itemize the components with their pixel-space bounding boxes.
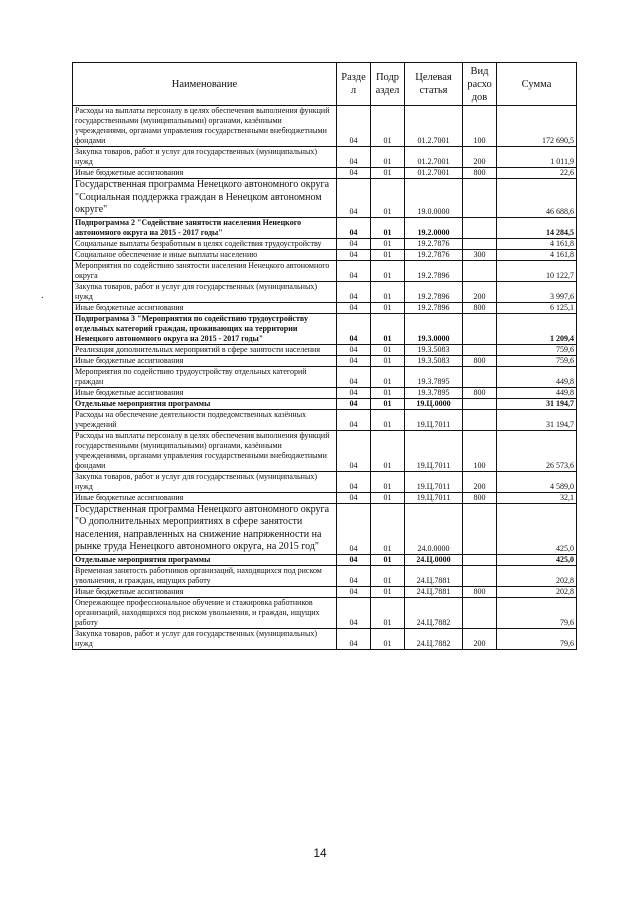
cell-kind xyxy=(463,366,497,387)
cell-target: 19.Ц.7011 xyxy=(405,430,463,471)
cell-sum: 449,8 xyxy=(497,366,577,387)
cell-subsection: 01 xyxy=(371,409,405,430)
table-row xyxy=(73,565,577,586)
cell-kind xyxy=(463,260,497,281)
cell-name: Закупка товаров, работ и услуг для государственных (муниципальных) нужд xyxy=(73,281,337,302)
cell-section: 04 xyxy=(337,344,371,355)
table-row xyxy=(73,366,577,387)
cell-sum: 202,8 xyxy=(497,565,577,586)
table-row xyxy=(73,628,577,649)
cell-kind: 800 xyxy=(463,302,497,313)
cell-kind: 200 xyxy=(463,471,497,492)
cell-section: 04 xyxy=(337,387,371,398)
cell-subsection: 01 xyxy=(371,398,405,409)
cell-target: 19.Ц.0000 xyxy=(405,398,463,409)
header-section: Разде л xyxy=(337,63,371,106)
cell-sum: 31 194,7 xyxy=(497,398,577,409)
cell-subsection: 01 xyxy=(371,179,405,218)
cell-name: Иные бюджетные ассигнования xyxy=(73,586,337,597)
cell-subsection: 01 xyxy=(371,313,405,344)
cell-section: 04 xyxy=(337,355,371,366)
cell-subsection: 01 xyxy=(371,281,405,302)
cell-name: Подпрограмма 3 "Мероприятия по содействию трудоустройству отдельных категорий граждан, проживающих на территории Ненецкого автономного округа на 2015 - 2017 годы" xyxy=(73,313,337,344)
cell-sum: 759,6 xyxy=(497,344,577,355)
cell-kind xyxy=(463,409,497,430)
cell-name: Закупка товаров, работ и услуг для государственных (муниципальных) нужд xyxy=(73,471,337,492)
cell-section: 04 xyxy=(337,147,371,168)
cell-section: 04 xyxy=(337,503,371,554)
cell-sum: 449,8 xyxy=(497,387,577,398)
cell-name: Закупка товаров, работ и услуг для государственных (муниципальных) нужд xyxy=(73,147,337,168)
cell-target: 19.3.5083 xyxy=(405,344,463,355)
cell-section: 04 xyxy=(337,366,371,387)
cell-section: 04 xyxy=(337,586,371,597)
cell-sum: 1 011,9 xyxy=(497,147,577,168)
table-row xyxy=(73,355,577,366)
cell-name: Государственная программа Ненецкого автономного округа "Социальная поддержка граждан в Ненецком автономном округе" xyxy=(73,179,337,218)
cell-sum: 425,0 xyxy=(497,503,577,554)
cell-target: 24.Ц.7882 xyxy=(405,597,463,628)
cell-target: 19.0.0000 xyxy=(405,179,463,218)
table-row xyxy=(73,387,577,398)
cell-kind xyxy=(463,238,497,249)
cell-target: 19.2.7896 xyxy=(405,302,463,313)
cell-section: 04 xyxy=(337,106,371,147)
cell-kind xyxy=(463,398,497,409)
cell-subsection: 01 xyxy=(371,106,405,147)
cell-section: 04 xyxy=(337,313,371,344)
cell-name: Расходы на выплаты персоналу в целях обеспечения выполнения функций государственными (муниципальными) органами, казёнными учреждениями, органами управления государственными внебюджетными фондами xyxy=(73,430,337,471)
cell-kind: 100 xyxy=(463,430,497,471)
cell-subsection: 01 xyxy=(371,628,405,649)
cell-name: Подпрограмма 2 "Содействие занятости населения Ненецкого автономного округа на 2015 - 2017 годы" xyxy=(73,217,337,238)
cell-kind: 800 xyxy=(463,355,497,366)
cell-section: 04 xyxy=(337,281,371,302)
cell-section: 04 xyxy=(337,565,371,586)
cell-target: 19.2.7896 xyxy=(405,260,463,281)
cell-kind: 200 xyxy=(463,628,497,649)
cell-sum: 3 997,6 xyxy=(497,281,577,302)
cell-kind xyxy=(463,313,497,344)
cell-sum: 14 284,5 xyxy=(497,217,577,238)
cell-kind xyxy=(463,217,497,238)
cell-sum: 10 122,7 xyxy=(497,260,577,281)
cell-section: 04 xyxy=(337,260,371,281)
cell-target: 01.2.7001 xyxy=(405,147,463,168)
table-row xyxy=(73,586,577,597)
cell-name: Социальное обеспечение и иные выплаты населению xyxy=(73,249,337,260)
cell-sum: 425,0 xyxy=(497,554,577,565)
cell-subsection: 01 xyxy=(371,492,405,503)
table-row xyxy=(73,147,577,168)
cell-name: Опережающее профессиональное обучение и стажировка работников организаций, находящихся под риском увольнения, и граждан, ищущих работу xyxy=(73,597,337,628)
cell-subsection: 01 xyxy=(371,249,405,260)
cell-name: Иные бюджетные ассигнования xyxy=(73,492,337,503)
cell-section: 04 xyxy=(337,168,371,179)
cell-target: 24.Ц.7881 xyxy=(405,565,463,586)
cell-section: 04 xyxy=(337,597,371,628)
cell-kind: 800 xyxy=(463,492,497,503)
cell-target: 24.Ц.7882 xyxy=(405,628,463,649)
cell-name: Реализация дополнительных мероприятий в сфере занятости населения xyxy=(73,344,337,355)
cell-target: 19.2.7876 xyxy=(405,249,463,260)
table-row xyxy=(73,168,577,179)
margin-mark: . xyxy=(41,290,44,301)
cell-target: 24.Ц.0000 xyxy=(405,554,463,565)
cell-name: Иные бюджетные ассигнования xyxy=(73,387,337,398)
cell-target: 19.Ц.7011 xyxy=(405,471,463,492)
cell-kind xyxy=(463,344,497,355)
cell-section: 04 xyxy=(337,302,371,313)
budget-table xyxy=(72,62,577,650)
table-row xyxy=(73,217,577,238)
cell-subsection: 01 xyxy=(371,302,405,313)
cell-sum: 759,6 xyxy=(497,355,577,366)
cell-sum: 46 688,6 xyxy=(497,179,577,218)
cell-subsection: 01 xyxy=(371,430,405,471)
cell-sum: 202,8 xyxy=(497,586,577,597)
cell-name: Мероприятия по содействию трудоустройству отдельных категорий граждан xyxy=(73,366,337,387)
cell-kind xyxy=(463,503,497,554)
cell-target: 19.3.5083 xyxy=(405,355,463,366)
cell-target: 19.3.7895 xyxy=(405,387,463,398)
cell-sum: 172 690,5 xyxy=(497,106,577,147)
cell-subsection: 01 xyxy=(371,586,405,597)
table-row xyxy=(73,554,577,565)
cell-target: 19.2.7876 xyxy=(405,238,463,249)
cell-kind xyxy=(463,597,497,628)
cell-subsection: 01 xyxy=(371,597,405,628)
cell-subsection: 01 xyxy=(371,471,405,492)
cell-name: Временная занятость работников организаций, находящихся под риском увольнения, и граждан, ищущих работу xyxy=(73,565,337,586)
cell-section: 04 xyxy=(337,471,371,492)
cell-kind: 200 xyxy=(463,147,497,168)
cell-section: 04 xyxy=(337,398,371,409)
cell-section: 04 xyxy=(337,409,371,430)
table-row xyxy=(73,409,577,430)
cell-section: 04 xyxy=(337,179,371,218)
cell-name: Государственная программа Ненецкого автономного округа "О дополнительных мероприятиях в сфере занятости населения, направленных на снижение напряженности на рынке труда Ненецкого автономного округа, на 2015 год" xyxy=(73,503,337,554)
cell-target: 19.Ц.7011 xyxy=(405,409,463,430)
cell-subsection: 01 xyxy=(371,217,405,238)
cell-sum: 4 161,8 xyxy=(497,238,577,249)
table-row xyxy=(73,471,577,492)
cell-sum: 26 573,6 xyxy=(497,430,577,471)
cell-name: Иные бюджетные ассигнования xyxy=(73,355,337,366)
cell-target: 24.0.0000 xyxy=(405,503,463,554)
table-header-row xyxy=(73,63,577,106)
cell-subsection: 01 xyxy=(371,344,405,355)
header-subsection: Подр аздел xyxy=(371,63,405,106)
cell-subsection: 01 xyxy=(371,565,405,586)
cell-section: 04 xyxy=(337,238,371,249)
table-row xyxy=(73,313,577,344)
table-row xyxy=(73,398,577,409)
table-row xyxy=(73,492,577,503)
table-row xyxy=(73,106,577,147)
cell-target: 01.2.7001 xyxy=(405,168,463,179)
cell-kind: 800 xyxy=(463,387,497,398)
cell-kind xyxy=(463,179,497,218)
header-target: Целевая статья xyxy=(405,63,463,106)
cell-sum: 4 161,8 xyxy=(497,249,577,260)
cell-section: 04 xyxy=(337,249,371,260)
cell-sum: 32,1 xyxy=(497,492,577,503)
cell-kind: 800 xyxy=(463,168,497,179)
cell-subsection: 01 xyxy=(371,366,405,387)
table-row xyxy=(73,238,577,249)
table-row xyxy=(73,302,577,313)
header-sum: Сумма xyxy=(497,63,577,106)
cell-target: 19.3.0000 xyxy=(405,313,463,344)
cell-subsection: 01 xyxy=(371,147,405,168)
cell-sum: 79,6 xyxy=(497,597,577,628)
cell-name: Расходы на обеспечение деятельности подведомственных казённых учреждений xyxy=(73,409,337,430)
cell-sum: 6 125,1 xyxy=(497,302,577,313)
table-row xyxy=(73,597,577,628)
cell-name: Отдельные мероприятия программы xyxy=(73,398,337,409)
cell-name: Социальные выплаты безработным в целях содействия трудоустройству xyxy=(73,238,337,249)
cell-sum: 4 589,0 xyxy=(497,471,577,492)
cell-subsection: 01 xyxy=(371,503,405,554)
cell-name: Отдельные мероприятия программы xyxy=(73,554,337,565)
table-row xyxy=(73,344,577,355)
cell-name: Мероприятия по содействию занятости населения Ненецкого автономного округа xyxy=(73,260,337,281)
table-row xyxy=(73,503,577,554)
cell-section: 04 xyxy=(337,217,371,238)
cell-section: 04 xyxy=(337,628,371,649)
cell-sum: 79,6 xyxy=(497,628,577,649)
cell-target: 19.2.7896 xyxy=(405,281,463,302)
cell-sum: 22,6 xyxy=(497,168,577,179)
cell-target: 19.3.7895 xyxy=(405,366,463,387)
table-row xyxy=(73,179,577,218)
page-number: 14 xyxy=(313,846,327,860)
cell-subsection: 01 xyxy=(371,238,405,249)
table-row xyxy=(73,430,577,471)
cell-kind: 100 xyxy=(463,106,497,147)
table-row xyxy=(73,281,577,302)
cell-target: 19.2.0000 xyxy=(405,217,463,238)
cell-sum: 1 209,4 xyxy=(497,313,577,344)
cell-sum: 31 194,7 xyxy=(497,409,577,430)
cell-subsection: 01 xyxy=(371,355,405,366)
cell-subsection: 01 xyxy=(371,168,405,179)
cell-section: 04 xyxy=(337,492,371,503)
cell-name: Расходы на выплаты персоналу в целях обеспечения выполнения функций государственными (муниципальными) органами, казёнными учреждениями, органами управления государственными внебюджетными фондами xyxy=(73,106,337,147)
cell-kind: 300 xyxy=(463,249,497,260)
cell-section: 04 xyxy=(337,430,371,471)
cell-kind xyxy=(463,554,497,565)
cell-name: Иные бюджетные ассигнования xyxy=(73,168,337,179)
cell-name: Иные бюджетные ассигнования xyxy=(73,302,337,313)
cell-target: 24.Ц.7881 xyxy=(405,586,463,597)
table-row xyxy=(73,249,577,260)
header-name: Наименование xyxy=(73,63,337,106)
cell-kind xyxy=(463,565,497,586)
cell-name: Закупка товаров, работ и услуг для государственных (муниципальных) нужд xyxy=(73,628,337,649)
cell-target: 01.2.7001 xyxy=(405,106,463,147)
header-kind: Вид расхо дов xyxy=(463,63,497,106)
cell-kind: 200 xyxy=(463,281,497,302)
cell-target: 19.Ц.7011 xyxy=(405,492,463,503)
cell-kind: 800 xyxy=(463,586,497,597)
cell-subsection: 01 xyxy=(371,554,405,565)
cell-subsection: 01 xyxy=(371,260,405,281)
cell-section: 04 xyxy=(337,554,371,565)
table-row xyxy=(73,260,577,281)
cell-subsection: 01 xyxy=(371,387,405,398)
